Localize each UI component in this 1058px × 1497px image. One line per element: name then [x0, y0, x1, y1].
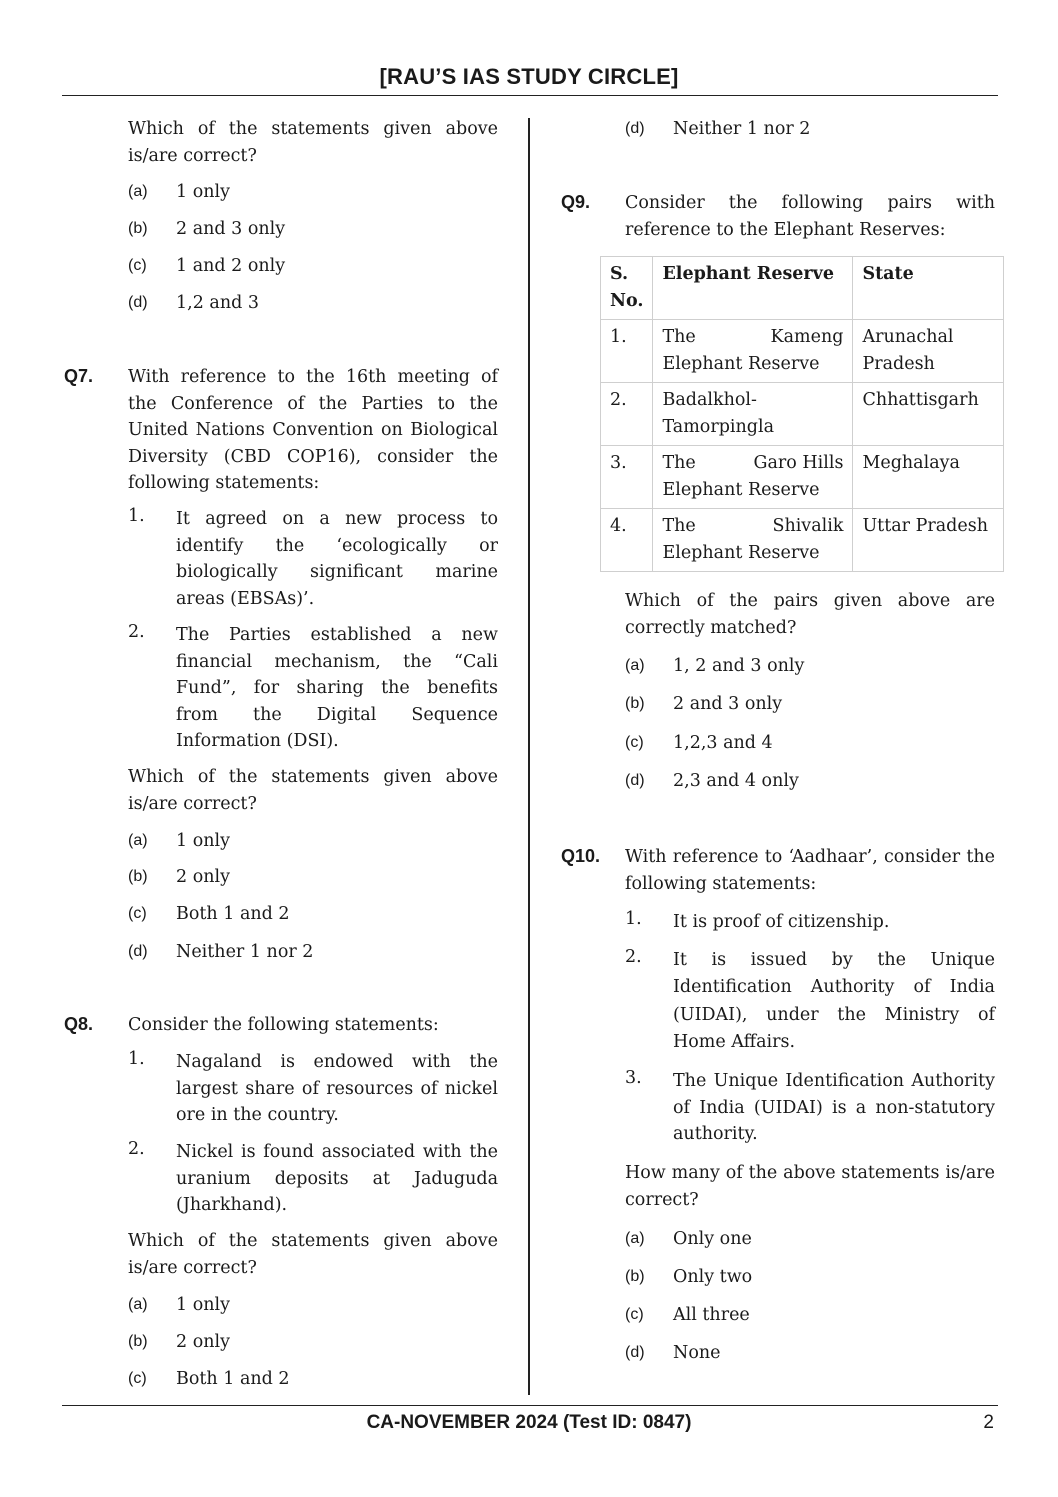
reserve-line-2: Elephant Reserve	[662, 354, 820, 374]
option-text: Neither 1 nor 2	[673, 119, 811, 139]
option-tag: (d)	[625, 772, 645, 789]
reserve-line-2: Elephant Reserve	[662, 543, 820, 563]
option-text: Both 1 and 2	[176, 904, 290, 924]
option-text: 1 only	[176, 1295, 230, 1315]
column-divider	[528, 118, 530, 1395]
option-tag: (b)	[625, 1268, 645, 1285]
q10-statement-1-text: It is proof of citizenship.	[673, 912, 890, 932]
option-text: 1 only	[176, 831, 230, 851]
q8-number: Q8.	[64, 1014, 94, 1034]
option-text: Only one	[673, 1229, 752, 1249]
option-tag: (d)	[128, 943, 148, 960]
q8-prompt: Which of the statements given above is/are correct?	[128, 1231, 498, 1278]
q10-statement-2-number: 2.	[625, 947, 642, 967]
option-text: 2 and 3 only	[673, 694, 783, 714]
table-row	[601, 446, 1004, 509]
option-text: None	[673, 1343, 721, 1363]
q10-stem: With reference to ‘Aadhaar’, consider the following statements:	[625, 847, 995, 894]
cell-state: Uttar Pradesh	[853, 509, 1004, 572]
option-tag: (c)	[128, 257, 147, 274]
q7-statement-1-number: 1.	[128, 506, 145, 526]
cell-state: Arunachal Pradesh	[853, 320, 1004, 383]
reserve-word: The	[662, 453, 696, 473]
q8-statement-2-text: Nickel is found associated with the uranium deposits at Jaduguda (Jharkhand).	[176, 1142, 498, 1215]
option-tag: (b)	[625, 695, 645, 712]
reserve-line-2: Elephant Reserve	[662, 480, 820, 500]
q8-statement-1-text: Nagaland is endowed with the largest share of resources of nickel ore in the country.	[176, 1052, 498, 1125]
column-header-reserve: Elephant Reserve	[653, 257, 853, 320]
option-tag: (a)	[625, 1230, 645, 1247]
reserve-word: Kameng	[770, 327, 844, 347]
reserve-word: Shivalik	[772, 516, 844, 536]
option-text: 2,3 and 4 only	[673, 771, 799, 791]
option-text: 2 only	[176, 867, 230, 887]
option-tag: (c)	[625, 734, 644, 751]
elephant-reserve-table	[600, 256, 1004, 572]
q10-statement-3-number: 3.	[625, 1068, 642, 1088]
option-text: Both 1 and 2	[176, 1369, 290, 1389]
column-header-sno: S. No.	[601, 257, 653, 320]
q7-statement-1-text: It agreed on a new process to identify the ‘ecologically or biologically significant marine areas (EBSAs)’.	[176, 509, 498, 609]
option-tag: (a)	[128, 832, 148, 849]
cell-reserve	[653, 446, 853, 509]
reserve-line-2: Tamorpingla	[662, 417, 774, 437]
option-tag: (b)	[128, 1333, 148, 1350]
cell-reserve	[653, 383, 853, 446]
table-row	[601, 383, 1004, 446]
header-rule	[62, 95, 998, 96]
q7-prompt: Which of the statements given above is/are correct?	[128, 767, 498, 814]
q7-stem: With reference to the 16th meeting of the Conference of the Parties to the United Nations Convention on Biological Diversity (CBD COP16), consider the following statements:	[128, 367, 498, 493]
option-text: 2 only	[176, 1332, 230, 1352]
q9-prompt: Which of the pairs given above are correctly matched?	[625, 591, 995, 638]
q7-statement-2-text: The Parties established a new financial mechanism, the “Cali Fund”, for sharing the benefits from the Digital Sequence Information (DSI).	[176, 625, 498, 751]
cell-sno: 2.	[601, 383, 653, 446]
q10-statement-1-number: 1.	[625, 909, 642, 929]
table-row	[601, 320, 1004, 383]
page-header-title: [RAU’S IAS STUDY CIRCLE]	[379, 64, 679, 89]
option-tag: (a)	[625, 657, 645, 674]
cell-reserve	[653, 320, 853, 383]
reserve-word: The	[662, 516, 696, 536]
cell-state: Chhattisgarh	[853, 383, 1004, 446]
option-tag: (d)	[625, 120, 645, 137]
cell-reserve	[653, 509, 853, 572]
footer-test-id: CA-NOVEMBER 2024 (Test ID: 0847)	[366, 1412, 692, 1433]
option-text: 1 and 2 only	[176, 256, 286, 276]
q8-stem: Consider the following statements:	[128, 1015, 439, 1035]
q8-statement-1-number: 1.	[128, 1049, 145, 1069]
cell-state: Meghalaya	[853, 446, 1004, 509]
option-tag: (d)	[625, 1344, 645, 1361]
option-text: Neither 1 nor 2	[176, 942, 314, 962]
footer-rule	[62, 1405, 998, 1406]
option-tag: (a)	[128, 183, 148, 200]
reserve-word: The	[662, 327, 696, 347]
table-row	[601, 509, 1004, 572]
q9-number: Q9.	[561, 192, 591, 212]
option-tag: (a)	[128, 1296, 148, 1313]
option-text: 1,2 and 3	[176, 293, 259, 313]
q10-statement-2-text: It is issued by the Unique Identification Authority of India (UIDAI), under the Ministry of Home Affairs.	[673, 950, 995, 1052]
cell-sno: 1.	[601, 320, 653, 383]
cell-sno: 4.	[601, 509, 653, 572]
option-text: All three	[673, 1305, 750, 1325]
table-header-row	[601, 257, 1004, 320]
q8-statement-2-number: 2.	[128, 1139, 145, 1159]
q7-statement-2-number: 2.	[128, 622, 145, 642]
q6-prompt: Which of the statements given above is/are correct?	[128, 119, 498, 166]
reserve-word: Garo Hills	[753, 453, 844, 473]
option-tag: (d)	[128, 294, 148, 311]
q10-statement-3-text: The Unique Identification Authority of India (UIDAI) is a non-statutory authority.	[673, 1071, 995, 1144]
reserve-line-1: Badalkhol-	[662, 390, 757, 410]
option-text: 1 only	[176, 182, 230, 202]
option-tag: (b)	[128, 220, 148, 237]
option-tag: (c)	[625, 1306, 644, 1323]
q9-stem: Consider the following pairs with reference to the Elephant Reserves:	[625, 193, 995, 240]
option-text: 1,2,3 and 4	[673, 733, 773, 753]
column-header-state: State	[853, 257, 1004, 320]
q10-number: Q10.	[561, 846, 601, 866]
option-text: Only two	[673, 1267, 753, 1287]
option-text: 1, 2 and 3 only	[673, 656, 805, 676]
option-tag: (c)	[128, 1370, 147, 1387]
q7-number: Q7.	[64, 366, 94, 386]
cell-sno: 3.	[601, 446, 653, 509]
option-tag: (c)	[128, 905, 147, 922]
q10-prompt: How many of the above statements is/are correct?	[625, 1163, 995, 1211]
option-text: 2 and 3 only	[176, 219, 286, 239]
page-number: 2	[983, 1412, 994, 1433]
option-tag: (b)	[128, 868, 148, 885]
